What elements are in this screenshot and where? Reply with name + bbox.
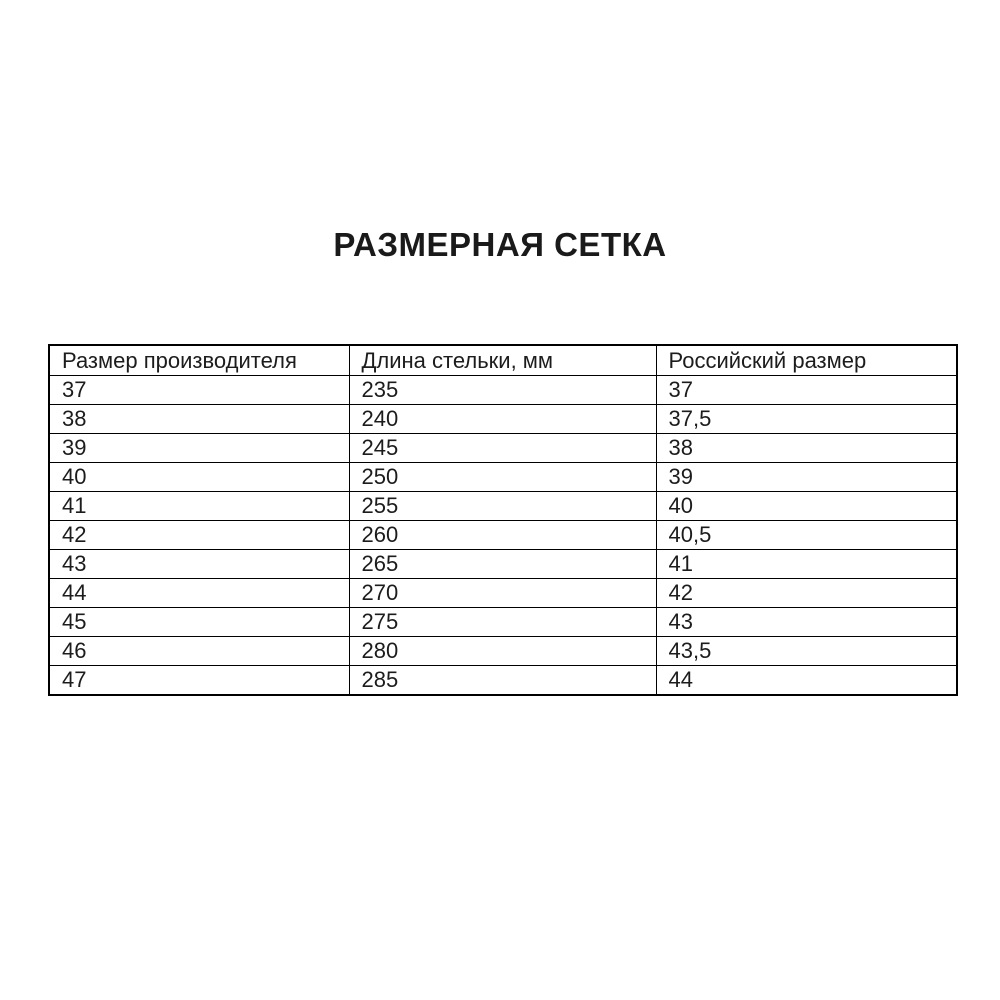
table-cell: 235: [349, 376, 656, 405]
table-row: [49, 608, 957, 637]
size-table-header: [49, 345, 957, 376]
table-cell: 47: [49, 666, 349, 696]
table-cell: 43: [656, 608, 957, 637]
size-table: [48, 344, 958, 696]
table-cell: 46: [49, 637, 349, 666]
table-cell: 250: [349, 463, 656, 492]
table-cell: 41: [656, 550, 957, 579]
table-cell: 285: [349, 666, 656, 696]
table-row: [49, 405, 957, 434]
table-cell: 42: [656, 579, 957, 608]
table-cell: 45: [49, 608, 349, 637]
table-row: [49, 434, 957, 463]
page-title: РАЗМЕРНАЯ СЕТКА: [333, 226, 667, 263]
table-cell: 255: [349, 492, 656, 521]
table-row: [49, 521, 957, 550]
table-row: [49, 463, 957, 492]
table-cell: 44: [656, 666, 957, 696]
size-table-body: [49, 376, 957, 696]
table-cell: 41: [49, 492, 349, 521]
table-cell: 37,5: [656, 405, 957, 434]
table-cell: 43,5: [656, 637, 957, 666]
table-cell: 43: [49, 550, 349, 579]
table-row: [49, 579, 957, 608]
table-row: [49, 492, 957, 521]
table-cell: 265: [349, 550, 656, 579]
table-row: [49, 666, 957, 696]
table-cell: 280: [349, 637, 656, 666]
table-cell: 40,5: [656, 521, 957, 550]
table-cell: 39: [656, 463, 957, 492]
table-row: [49, 550, 957, 579]
table-cell: 42: [49, 521, 349, 550]
table-cell: 37: [656, 376, 957, 405]
table-cell: 245: [349, 434, 656, 463]
table-cell: 37: [49, 376, 349, 405]
table-cell: 40: [49, 463, 349, 492]
table-cell: 260: [349, 521, 656, 550]
table-cell: 38: [656, 434, 957, 463]
header-manufacturer-size: Размер производителя: [49, 345, 349, 376]
table-row: [49, 376, 957, 405]
table-cell: 39: [49, 434, 349, 463]
table-cell: 270: [349, 579, 656, 608]
table-row: [49, 637, 957, 666]
table-cell: 38: [49, 405, 349, 434]
header-russian-size: Российский размер: [656, 345, 957, 376]
table-header-row: [49, 345, 957, 376]
table-cell: 40: [656, 492, 957, 521]
table-cell: 240: [349, 405, 656, 434]
header-insole-length: Длина стельки, мм: [349, 345, 656, 376]
table-cell: 44: [49, 579, 349, 608]
table-cell: 275: [349, 608, 656, 637]
